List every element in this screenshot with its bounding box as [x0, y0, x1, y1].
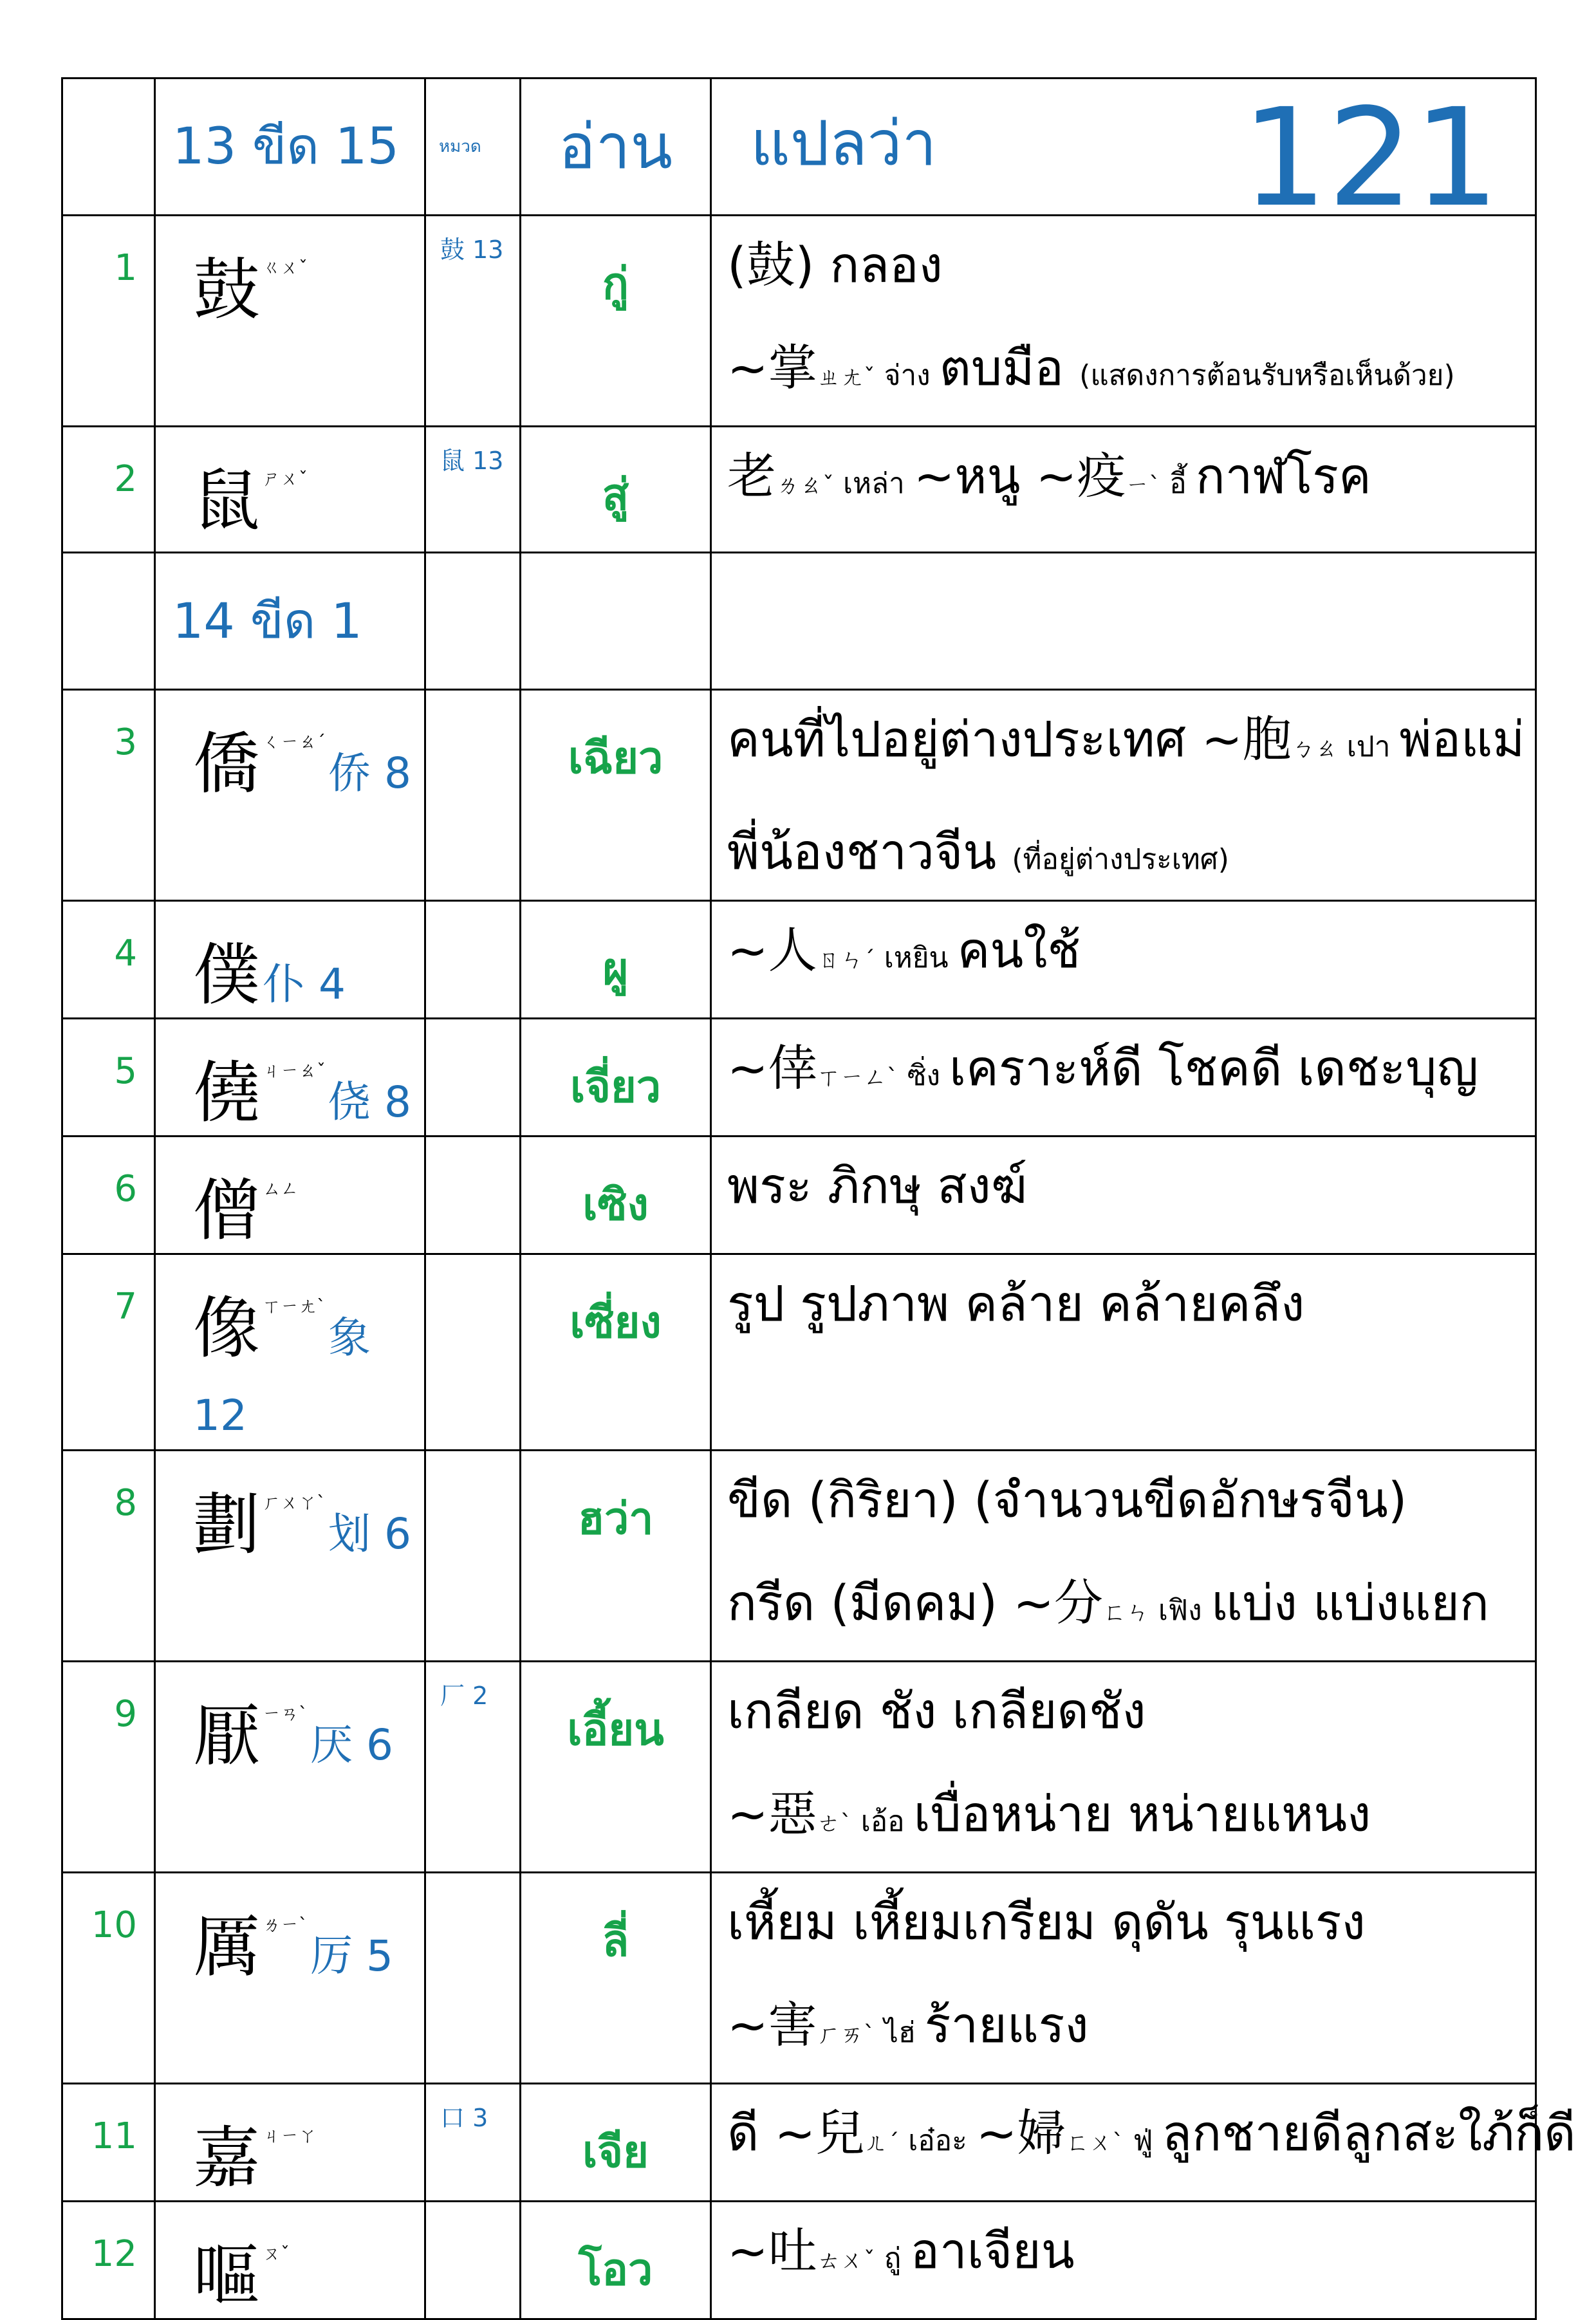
simplified-character: 厌 6	[310, 1720, 394, 1770]
table-row	[62, 690, 1536, 901]
traditional-character: 厭	[193, 1696, 261, 1775]
table-row	[62, 1254, 1536, 1451]
bopomofo: ㄌㄧˋ	[263, 1914, 308, 1935]
radical-cell: 鼓 13	[425, 216, 521, 427]
meaning-line	[727, 1157, 1535, 1214]
meaning-fragment: เปา	[1337, 730, 1400, 763]
bopomofo: ㄑㄧㄠˊ	[263, 731, 326, 752]
row-number: 6	[62, 1137, 155, 1254]
traditional-character: 僥	[193, 1053, 261, 1132]
meaning-cell	[711, 1019, 1536, 1137]
header-meaning-cell	[711, 79, 1536, 237]
traditional-character: 劃	[193, 1485, 261, 1564]
meaning-fragment: ~婦	[976, 2104, 1066, 2162]
radical-cell	[425, 2202, 521, 2319]
thai-reading: สู่	[521, 427, 711, 553]
traditional-character: 僧	[193, 1171, 261, 1250]
meaning-fragment: เอ้อ	[851, 1805, 914, 1838]
table-row	[62, 427, 1536, 553]
meaning-line	[727, 236, 1535, 293]
meaning-fragment: (鼔) กลอง	[727, 236, 943, 293]
meaning-fragment: พี่น้องชาวจีน	[727, 823, 1012, 880]
meaning-line	[727, 1893, 1535, 1951]
radical-cell	[425, 1873, 521, 2084]
meaning-fragment: ㄧˋ	[1126, 472, 1161, 499]
simplified-character: 象 12	[193, 1313, 371, 1441]
radical-cell: 鼠 13	[425, 427, 521, 553]
header-reading: อ่าน	[521, 79, 711, 216]
meaning-fragment: อี้	[1160, 467, 1196, 500]
bopomofo: ㄙㄥ	[263, 1178, 299, 1199]
simplified-character: 侨 8	[328, 748, 412, 799]
meaning-fragment: กาฬโรค	[1195, 447, 1371, 505]
meaning-fragment: ㄅㄠ	[1291, 736, 1338, 762]
subheader-reading-cell	[521, 553, 711, 690]
meaning-cell	[711, 2084, 1576, 2202]
meaning-fragment: ~倖	[727, 1039, 817, 1097]
bopomofo: ㄐㄧㄚ	[263, 2125, 317, 2146]
traditional-character: 僕	[193, 936, 261, 1014]
meaning-fragment: ถู่	[875, 2242, 911, 2275]
meaning-fragment: ~掌	[727, 339, 817, 396]
meaning-fragment: ไฮ่	[875, 2016, 925, 2049]
meaning-line	[727, 339, 1535, 404]
character-cell	[155, 1451, 425, 1662]
character-cell	[155, 1873, 425, 2084]
meaning-fragment: 老	[727, 447, 776, 505]
table-row	[62, 2084, 1536, 2202]
row-number: 12	[62, 2202, 155, 2319]
thai-reading: เอี้ยน	[521, 1662, 711, 1873]
row-number: 4	[62, 901, 155, 1019]
meaning-line	[727, 823, 1535, 886]
character-cell	[155, 690, 425, 901]
thai-reading: เจีย	[521, 2084, 711, 2202]
traditional-character: 嘉	[193, 2119, 261, 2197]
subheader-meaning-cell	[711, 553, 1536, 690]
meaning-fragment: พ่อแม่	[1399, 710, 1525, 768]
meaning-fragment: ㄖㄣˊ	[817, 947, 875, 973]
meaning-cell	[711, 216, 1536, 427]
header-num-cell	[62, 79, 155, 216]
meaning-fragment: ㄓㄤˇ	[817, 364, 875, 391]
header-strokes: 13 ขีด 15	[155, 79, 425, 216]
bopomofo: ㄕㄨˇ	[263, 468, 308, 489]
meaning-fragment: เหี้ยม เหี้ยมเกรียม ดุดัน รุนแรง	[727, 1893, 1366, 1951]
radical-cell: 口 3	[425, 2084, 521, 2202]
meaning-line	[727, 1682, 1535, 1740]
radical-cell	[425, 901, 521, 1019]
row-number: 5	[62, 1019, 155, 1137]
thai-reading: โอว	[521, 2202, 711, 2319]
meaning-line	[727, 1996, 1535, 2061]
table-row	[62, 1019, 1536, 1137]
header-row	[62, 79, 1536, 216]
radical-cell	[425, 1451, 521, 1662]
meaning-fragment: พระ ภิกษุ สงฆ์	[727, 1157, 1028, 1214]
radical-cell	[425, 1254, 521, 1451]
thai-reading: เฉียว	[521, 690, 711, 901]
meaning-cell	[711, 1137, 1536, 1254]
meaning-fragment: (แสดงการต้อนรับหรือเห็นด้วย)	[1079, 359, 1455, 392]
header-meaning: แปลว่า	[750, 107, 937, 180]
thai-reading: เจี่ยว	[521, 1019, 711, 1137]
meaning-fragment: เฟิง	[1149, 1594, 1211, 1627]
subheader-row	[62, 553, 1536, 690]
character-cell	[155, 1137, 425, 1254]
meaning-fragment: เหยิน	[875, 942, 958, 974]
thai-reading: ผู	[521, 901, 711, 1019]
meaning-fragment: กรีด (มีดคม) ~分	[727, 1574, 1103, 1631]
meaning-cell	[711, 1662, 1536, 1873]
meaning-fragment: คนที่ไปอยู่ต่างประเทศ ~胞	[727, 710, 1292, 768]
character-cell	[155, 2202, 425, 2319]
meaning-fragment: รูป รูปภาพ คล้าย คล้ายคลึง	[727, 1275, 1305, 1332]
meaning-line	[727, 1574, 1535, 1638]
row-number: 2	[62, 427, 155, 553]
meaning-line	[727, 2104, 1576, 2169]
bopomofo: ㄒㄧㄤˋ	[263, 1295, 326, 1317]
bopomofo: ㄡˇ	[263, 2243, 290, 2264]
meaning-fragment: ㄈㄨˋ	[1066, 2130, 1124, 2156]
meaning-fragment: เหล่า	[834, 467, 914, 500]
meaning-fragment: ~หนู ~疫	[913, 447, 1126, 505]
meaning-line	[727, 447, 1535, 512]
row-number: 7	[62, 1254, 155, 1451]
row-number: 1	[62, 216, 155, 427]
table-row	[62, 1873, 1536, 2084]
table-row	[62, 901, 1536, 1019]
meaning-cell	[711, 427, 1536, 553]
subheader-num-cell	[62, 553, 155, 690]
traditional-character: 僑	[193, 725, 261, 803]
bopomofo: ㄍㄨˇ	[263, 257, 308, 278]
meaning-fragment: ㄏㄞˋ	[817, 2021, 875, 2048]
meaning-fragment: เอ๋อะ	[899, 2124, 976, 2157]
traditional-character: 像	[193, 1289, 261, 1368]
meaning-fragment: ㄦˊ	[864, 2130, 900, 2156]
meaning-fragment: ซิ่ง	[898, 1059, 950, 1092]
table-row	[62, 216, 1536, 427]
row-number: 9	[62, 1662, 155, 1873]
traditional-character: 嘔	[193, 2236, 261, 2315]
meaning-fragment: ฟู่	[1124, 2124, 1162, 2157]
meaning-line	[727, 1039, 1535, 1104]
dictionary-table	[61, 77, 1576, 2320]
simplified-character: 厉 5	[310, 1931, 394, 1981]
radical-cell	[425, 690, 521, 901]
radical-cell	[425, 1137, 521, 1254]
thai-reading: เซี่ยง	[521, 1254, 711, 1451]
meaning-fragment: อาเจียน	[910, 2222, 1075, 2279]
thai-reading: เซิง	[521, 1137, 711, 1254]
simplified-character: 仆 4	[263, 960, 346, 1010]
character-cell	[155, 2084, 425, 2202]
thai-reading: ลี่	[521, 1873, 711, 2084]
meaning-line	[727, 922, 1535, 986]
character-cell	[155, 1662, 425, 1873]
meaning-cell	[711, 1873, 1536, 2084]
meaning-fragment: ㄈㄣ	[1102, 1599, 1149, 1626]
meaning-line	[727, 1275, 1535, 1332]
meaning-fragment: เคราะห์ดี โชคดี เดชะบุญ	[949, 1039, 1479, 1097]
character-cell	[155, 1254, 425, 1451]
radical-cell: 厂 2	[425, 1662, 521, 1873]
subheader-radical-cell	[425, 553, 521, 690]
meaning-fragment: ร้ายแรง	[924, 1996, 1089, 2054]
meaning-fragment: ดี ~兒	[727, 2104, 865, 2162]
meaning-fragment: จ่าง	[875, 359, 940, 392]
thai-reading: กู่	[521, 216, 711, 427]
meaning-cell	[711, 1451, 1536, 1662]
meaning-fragment: ㄒㄧㄥˋ	[817, 1064, 898, 1091]
meaning-fragment: คนใช้	[957, 922, 1081, 979]
meaning-cell	[711, 690, 1536, 901]
row-number: 3	[62, 690, 155, 901]
meaning-fragment: ขีด (กิริยา) (จำนวนขีดอักษรจีน)	[727, 1471, 1407, 1528]
meaning-line	[727, 1471, 1535, 1528]
meaning-fragment: (ที่อยู่ต่างประเทศ)	[1012, 843, 1229, 876]
meaning-fragment: ~惡	[727, 1785, 817, 1842]
traditional-character: 鼠	[193, 461, 261, 540]
thai-reading: ฮว่า	[521, 1451, 711, 1662]
meaning-fragment: ㄜˋ	[817, 1810, 852, 1837]
character-cell	[155, 1019, 425, 1137]
meaning-line	[727, 710, 1535, 775]
row-number: 8	[62, 1451, 155, 1662]
bopomofo: ㄧㄢˋ	[263, 1703, 308, 1724]
character-cell	[155, 427, 425, 553]
traditional-character: 鼓	[193, 250, 261, 329]
row-number: 10	[62, 1873, 155, 2084]
page-number: 121	[1241, 79, 1499, 237]
radical-cell	[425, 1019, 521, 1137]
meaning-fragment: ~害	[727, 1996, 817, 2054]
meaning-line	[727, 2222, 1535, 2287]
header-radical: หมวด	[425, 79, 521, 216]
meaning-cell	[711, 2202, 1536, 2319]
meaning-fragment: ㄌㄠˇ	[776, 472, 835, 499]
table-row	[62, 1662, 1536, 1873]
table-row	[62, 2202, 1536, 2319]
meaning-fragment: ~吐	[727, 2222, 817, 2279]
meaning-fragment: เบื่อหน่าย หน่ายแหนง	[913, 1785, 1371, 1842]
character-cell	[155, 216, 425, 427]
meaning-cell	[711, 901, 1536, 1019]
row-number: 11	[62, 2084, 155, 2202]
meaning-fragment: ㄊㄨˇ	[817, 2247, 875, 2274]
meaning-fragment: แบ่ง แบ่งแยก	[1211, 1574, 1489, 1631]
meaning-fragment: ลูกชายดีลูกสะใภ้ก็ดี	[1162, 2104, 1576, 2162]
meaning-fragment: เกลียด ชัง เกลียดชัง	[727, 1682, 1146, 1740]
table-row	[62, 1137, 1536, 1254]
bopomofo: ㄏㄨㄚˋ	[263, 1492, 326, 1513]
meaning-line	[727, 1785, 1535, 1850]
meaning-fragment: ตบมือ	[939, 339, 1080, 396]
meaning-cell	[711, 1254, 1536, 1451]
simplified-character: 侥 8	[328, 1077, 412, 1128]
table-row	[62, 1451, 1536, 1662]
bopomofo: ㄐㄧㄠˇ	[263, 1060, 326, 1081]
simplified-character: 划 6	[328, 1509, 412, 1559]
traditional-character: 厲	[193, 1907, 261, 1986]
subheader-strokes: 14 ขีด 1	[155, 553, 425, 690]
meaning-fragment: ~人	[727, 922, 817, 979]
character-cell	[155, 901, 425, 1019]
